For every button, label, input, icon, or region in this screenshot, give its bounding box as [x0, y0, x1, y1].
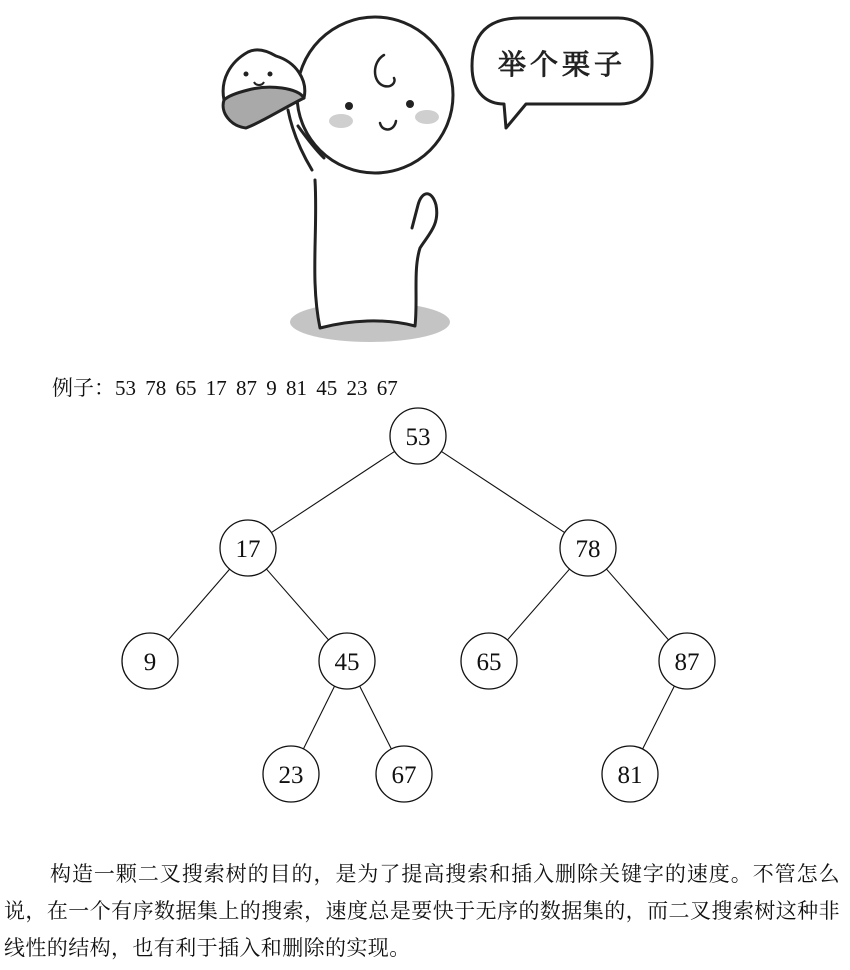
left-cheek — [329, 114, 353, 128]
tree-node-label: 67 — [391, 762, 417, 789]
tree-node-label: 78 — [575, 536, 601, 563]
tree-node-81 — [602, 746, 658, 802]
tree-node-label: 81 — [617, 762, 643, 789]
tree-edge-45-67 — [360, 686, 392, 749]
tree-node-9 — [122, 633, 178, 689]
tree-node-label: 53 — [405, 424, 431, 451]
explanation-paragraph: 构造一颗二叉搜索树的目的，是为了提高搜索和插入删除关键字的速度。不管怎么说，在一个有序数据集上的搜索，速度总是要快于无序的数据集的，而二叉搜索树这种非线性的结构，也有利于插入和删除的实现。 — [4, 862, 840, 960]
tree-node-53 — [390, 408, 446, 464]
tree-node-label: 9 — [143, 649, 157, 676]
tree-node-65 — [461, 633, 517, 689]
speech-bubble-text: 举个栗子 — [497, 48, 627, 81]
character-head — [297, 17, 453, 173]
left-eye — [345, 102, 353, 110]
tree-node-78 — [560, 520, 616, 576]
tree-node-87 — [659, 633, 715, 689]
tree-nodes — [122, 408, 715, 802]
tree-edge-17-9 — [168, 569, 229, 640]
tree-edge-17-45 — [266, 569, 328, 640]
tree-edge-87-81 — [643, 686, 675, 749]
example-label: 例子： — [52, 376, 115, 400]
tree-node-label: 87 — [674, 649, 700, 676]
binary-search-tree-diagram — [0, 400, 850, 820]
tree-node-label: 65 — [476, 649, 502, 676]
tree-edge-53-17 — [271, 451, 394, 532]
tree-node-67 — [376, 746, 432, 802]
character-body — [315, 180, 437, 328]
tree-node-45 — [319, 633, 375, 689]
example-sequence: 53 78 65 17 87 9 81 45 23 67 — [115, 376, 398, 400]
tree-edge-45-23 — [303, 686, 334, 749]
example-line — [52, 372, 398, 402]
tree-node-23 — [263, 746, 319, 802]
tree-node-label: 45 — [334, 649, 360, 676]
tree-node-17 — [220, 520, 276, 576]
tree-edge-78-65 — [507, 569, 569, 640]
tree-edges — [168, 451, 674, 749]
chestnut-eye-left — [244, 72, 249, 77]
chestnut-eye-right — [268, 72, 273, 77]
tree-node-label: 17 — [235, 536, 261, 563]
right-cheek — [415, 110, 439, 124]
right-eye — [406, 100, 414, 108]
tree-node-label: 23 — [278, 762, 304, 789]
tree-edge-53-78 — [441, 451, 564, 532]
tree-edge-78-87 — [606, 569, 668, 640]
cartoon-illustration — [200, 0, 670, 350]
